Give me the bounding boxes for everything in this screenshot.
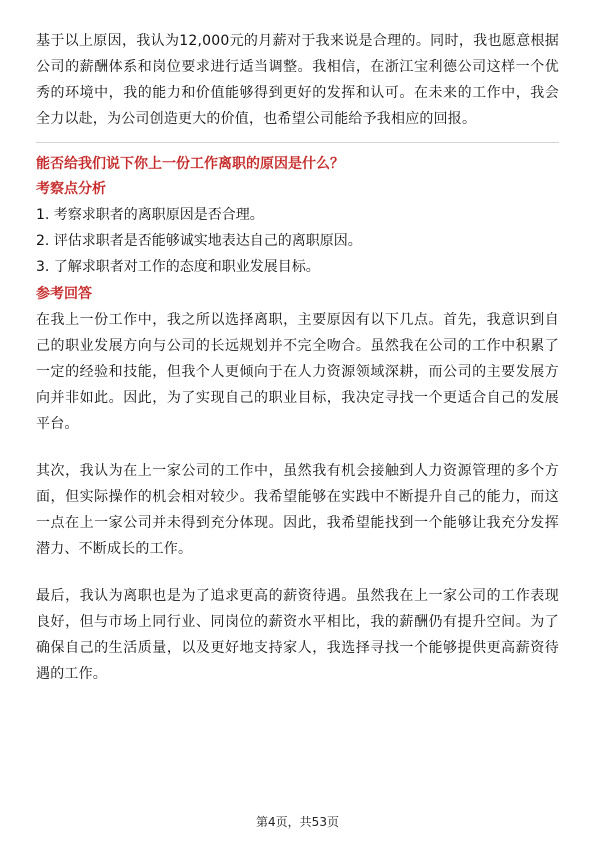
section-divider bbox=[36, 142, 559, 143]
answer-paragraph: 在我上一份工作中，我之所以选择离职，主要原因有以下几点。首先，我意识到自己的职业发展方向与公司的长远规划并不完全吻合。虽然我在公司的工作中积累了一定的经验和技能，但我个人更倾向于在人力资源领域深耕，而公司的主要发展方向并非如此。因此，为了实现自己的职业目标，我决定寻找一个更适合自己的发展平台。 bbox=[36, 312, 559, 432]
intro-paragraph: 基于以上原因，我认为12,000元的月薪对于我来说是合理的。同时，我也愿意根据公司的薪酬体系和岗位要求进行适当调整。我相信，在浙江宝利德公司这样一个优秀的环境中，我的能力和价值能够得到更好的发挥和认可。在未来的工作中，我会全力以赴，为公司创造更大的价值，也希望公司能给予我相应的回报。 bbox=[36, 33, 559, 127]
analysis-list bbox=[36, 202, 559, 280]
answer-title: 参考回答 bbox=[36, 286, 92, 302]
document-page bbox=[36, 28, 559, 687]
page-number: 第4页，共53页 bbox=[256, 815, 339, 829]
analysis-point: 3. 了解求职者对工作的态度和职业发展目标。 bbox=[36, 259, 320, 275]
question-heading: 能否给我们说下你上一份工作离职的原因是什么？ bbox=[36, 156, 344, 172]
paragraph-gap bbox=[36, 562, 559, 583]
analysis-point: 2. 评估求职者是否能够诚实地表达自己的离职原因。 bbox=[36, 233, 362, 249]
answer-paragraph: 其次，我认为在上一家公司的工作中，虽然我有机会接触到人力资源管理的多个方面，但实际操作的机会相对较少。我希望能够在实践中不断提升自己的能力，而这一点在上一家公司并未得到充分体现。因此，我希望能找到一个能够让我充分发挥潜力、不断成长的工作。 bbox=[36, 463, 559, 557]
paragraph-gap bbox=[36, 437, 559, 458]
analysis-point: 1. 考察求职者的离职原因是否合理。 bbox=[36, 207, 264, 223]
answer-paragraph: 最后，我认为离职也是为了追求更高的薪资待遇。虽然我在上一家公司的工作表现良好，但与市场上同行业、同岗位的薪资水平相比，我的薪酬仍有提升空间。为了确保自己的生活质量，以及更好地支持家人，我选择寻找一个能够提供更高薪资待遇的工作。 bbox=[36, 588, 559, 682]
analysis-title: 考察点分析 bbox=[36, 181, 106, 197]
